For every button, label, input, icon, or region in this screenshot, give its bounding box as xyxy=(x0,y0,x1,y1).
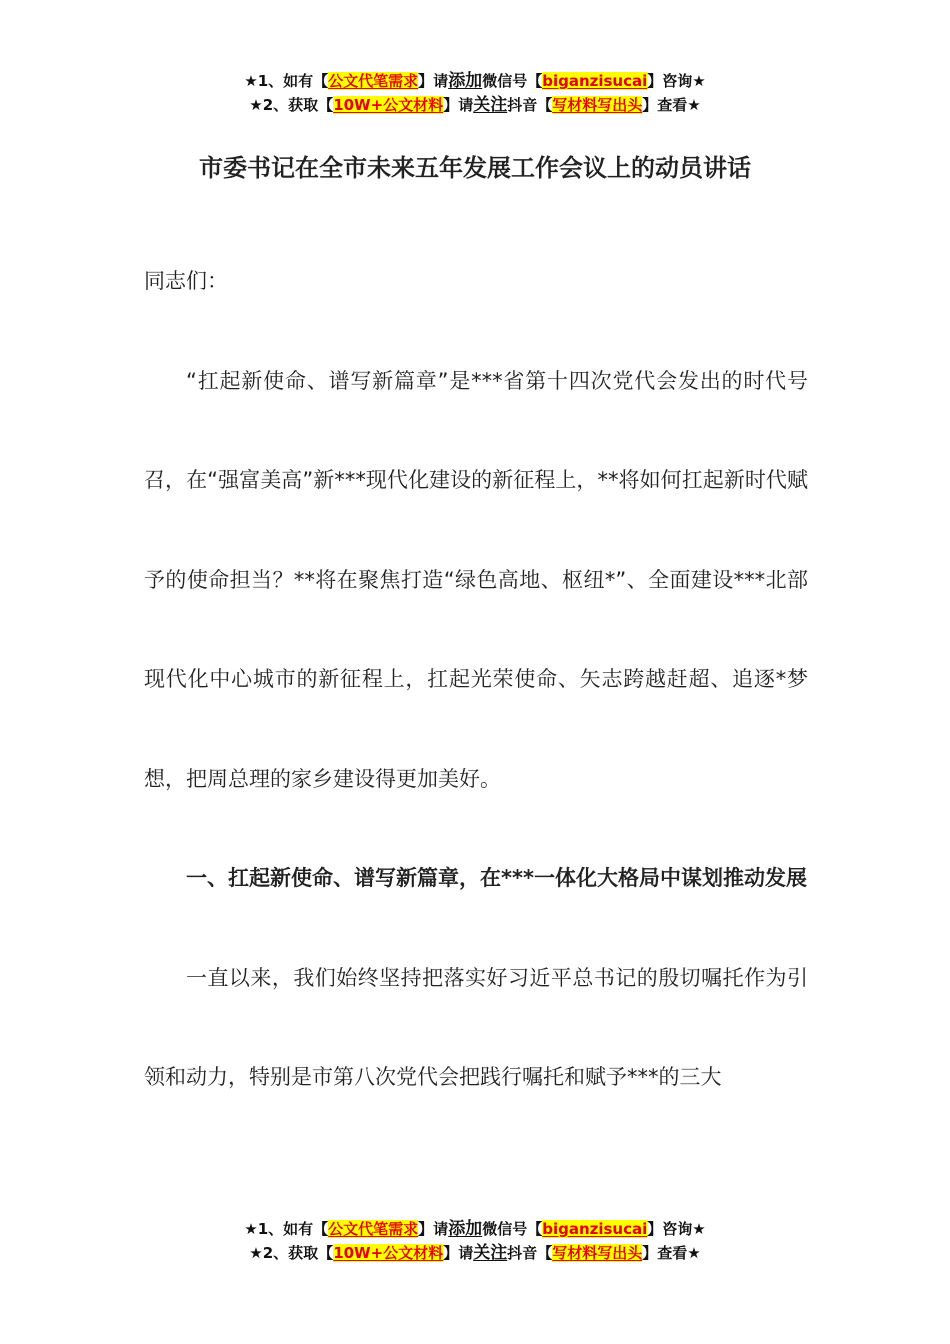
banner-text: 】查看★ xyxy=(642,96,701,114)
wechat-id-link[interactable]: biganzisucai xyxy=(542,1220,648,1238)
banner-text: 】请 xyxy=(443,1244,474,1262)
banner-text: 】咨询★ xyxy=(647,72,706,90)
douyin-account-link[interactable]: 写材料写出头 xyxy=(552,96,643,114)
banner-text: 】请 xyxy=(418,72,449,90)
banner-text: ★1、如有【 xyxy=(244,72,329,90)
banner-text: 】查看★ xyxy=(642,1244,701,1262)
header-banner xyxy=(0,69,950,117)
banner-text: 抖音【 xyxy=(507,96,553,114)
emphasis-add: 添加 xyxy=(448,1219,483,1239)
salutation: 同志们： xyxy=(144,269,228,293)
banner-text: ★1、如有【 xyxy=(244,1220,329,1238)
highlight-ghostwriting: 公文代笔需求 xyxy=(328,72,419,90)
banner-line-2 xyxy=(0,93,950,117)
section-heading: 一、扛起新使命、谱写新篇章，在***一体化大格局中谋划推动发展 xyxy=(186,866,807,890)
douyin-account-link[interactable]: 写材料写出头 xyxy=(552,1244,643,1262)
banner-line-1 xyxy=(0,1217,950,1241)
banner-text: 】请 xyxy=(418,1220,449,1238)
paragraph: 一直以来，我们始终坚持把落实好习近平总书记的殷切嘱托作为引领和动力，特别是市第八次党代会把践行嘱托和赋予***的三大 xyxy=(144,965,808,1089)
footer-banner xyxy=(0,1217,950,1265)
paragraph: “扛起新使命、谱写新篇章”是***省第十四次党代会发出的时代号召，在“强富美高”新***现代化建设的新征程上，**将如何扛起新时代赋予的使命担当？**将在聚焦打造“绿色高地、枢纽*”、全面建设***北部现代化中心城市的新征程上，扛起光荣使命、矢志跨越赶超、追逐*梦想，把周总理的家乡建设得更加美好。 xyxy=(144,368,808,791)
wechat-id-link[interactable]: biganzisucai xyxy=(542,72,648,90)
emphasis-follow: 关注 xyxy=(473,1243,508,1263)
banner-text: ★2、获取【 xyxy=(249,1244,334,1262)
emphasis-follow: 关注 xyxy=(473,95,508,115)
banner-text: 】请 xyxy=(443,96,474,114)
banner-text: ★2、获取【 xyxy=(249,96,334,114)
banner-line-2 xyxy=(0,1241,950,1265)
highlight-materials: 10W+公文材料 xyxy=(333,96,444,114)
highlight-materials: 10W+公文材料 xyxy=(333,1244,444,1262)
banner-text: 微信号【 xyxy=(482,1220,543,1238)
banner-line-1 xyxy=(0,69,950,93)
document-title: 市委书记在全市未来五年发展工作会议上的动员讲话 xyxy=(199,154,751,182)
banner-text: 】咨询★ xyxy=(647,1220,706,1238)
banner-text: 微信号【 xyxy=(482,72,543,90)
emphasis-add: 添加 xyxy=(448,71,483,91)
document-body xyxy=(144,232,808,1128)
highlight-ghostwriting: 公文代笔需求 xyxy=(328,1220,419,1238)
banner-text: 抖音【 xyxy=(507,1244,553,1262)
